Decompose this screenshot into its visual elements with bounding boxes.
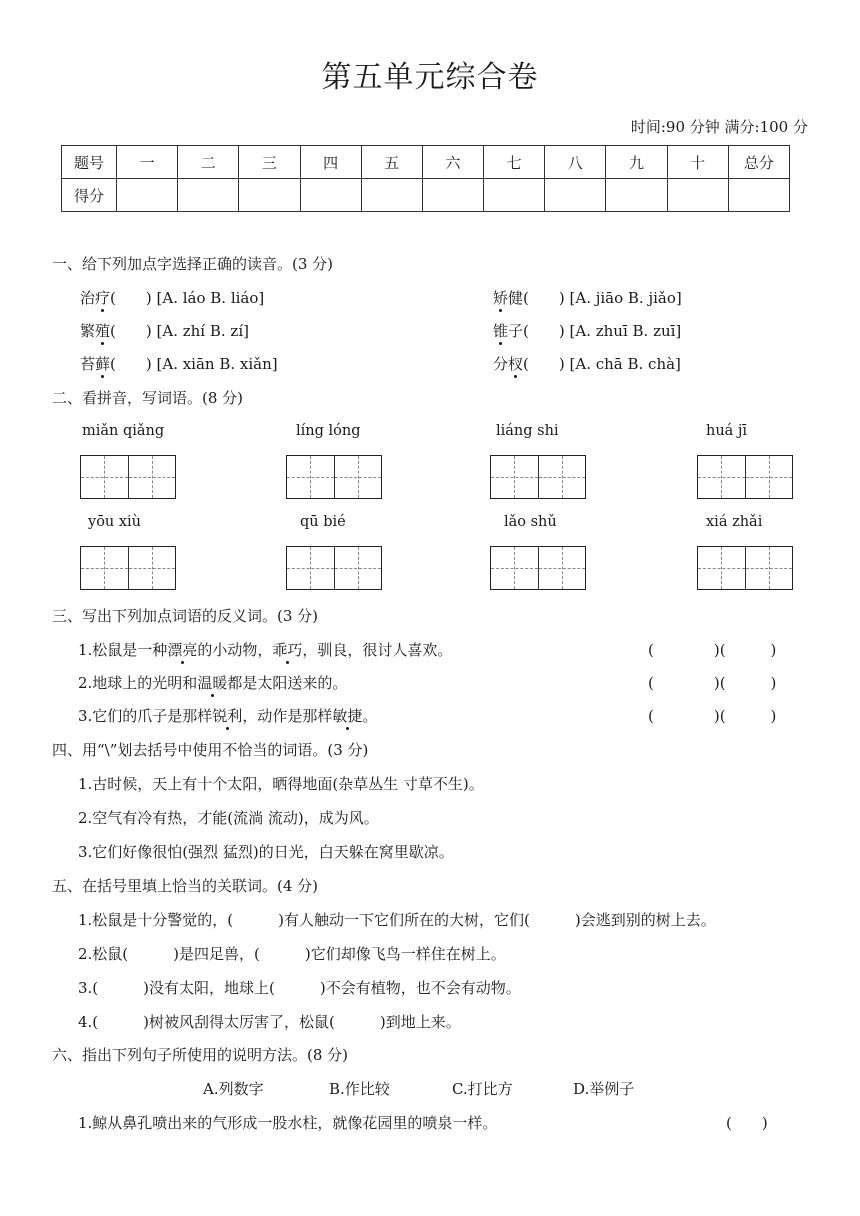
score-cell[interactable] (422, 179, 483, 212)
score-column: 九 (606, 146, 667, 179)
score-table-row-label: 题号 (62, 146, 117, 179)
writing-grid[interactable] (80, 455, 176, 499)
pinyin-label: huá jī (706, 423, 748, 439)
dotted-char: 藓 (95, 355, 111, 373)
score-cell[interactable] (361, 179, 422, 212)
section-1-heading: 一、给下列加点字选择正确的读音。(3 分) (52, 255, 334, 273)
answer-options: ( ) [A. zhuī B. zuī] (523, 322, 682, 340)
score-cell[interactable] (667, 179, 728, 212)
dotted-char: 殖 (95, 322, 111, 340)
score-cell[interactable] (300, 179, 361, 212)
dotted-char: 杈 (508, 355, 524, 373)
pronunciation-item: 分杈( ) [A. chā B. chà] (493, 355, 681, 373)
antonym-sentence-3: 3.它们的爪子是那样锐利，动作是那样敏捷。 (78, 707, 378, 725)
answer-blank[interactable]: ( )( ) (648, 707, 777, 725)
question-line: 2.空气有冷有热，才能(流淌 流动)，成为风。 (78, 809, 379, 827)
score-table-row-label: 得分 (62, 179, 117, 212)
dotted-char: 温暖 (197, 674, 228, 692)
answer-options: ( ) [A. láo B. liáo] (110, 289, 265, 307)
dotted-char: 矫 (493, 289, 509, 307)
pronunciation-item: 苔藓( ) [A. xiān B. xiǎn] (80, 355, 278, 373)
score-table (61, 145, 790, 212)
score-column: 四 (300, 146, 361, 179)
writing-grid[interactable] (286, 455, 382, 499)
dotted-char: 疗 (95, 289, 111, 307)
dotted-char: 漂亮 (167, 641, 198, 659)
pinyin-label: liáng shi (496, 423, 559, 439)
question-line: 4.( )树被风刮得太厉害了，松鼠( )到地上来。 (78, 1013, 461, 1031)
score-column: 十 (667, 146, 728, 179)
pinyin-label: qū bié (300, 514, 346, 530)
writing-grid[interactable] (697, 455, 793, 499)
answer-blank[interactable]: ( ) (726, 1114, 768, 1132)
answer-options: ( ) [A. chā B. chà] (523, 355, 681, 373)
score-cell[interactable] (239, 179, 300, 212)
dotted-char: 乖巧 (272, 641, 303, 659)
pronunciation-item: 繁殖( ) [A. zhí B. zí] (80, 322, 249, 340)
question-line: 3.( )没有太阳，地球上( )不会有植物，也不会有动物。 (78, 979, 521, 997)
answer-blank[interactable]: ( )( ) (648, 674, 777, 692)
answer-blank[interactable]: ( )( ) (648, 641, 777, 659)
question-line: 1.古时候，天上有十个太阳，晒得地面(杂草丛生 寸草不生)。 (78, 775, 484, 793)
dotted-char: 锥 (493, 322, 509, 340)
question-line: 2.松鼠( )是四足兽，( )它们却像飞鸟一样住在树上。 (78, 945, 506, 963)
answer-options: ( ) [A. jiāo B. jiǎo] (523, 289, 682, 307)
score-column: 一 (117, 146, 178, 179)
section-5-heading: 五、在括号里填上恰当的关联词。(4 分) (52, 877, 319, 895)
score-column: 二 (178, 146, 239, 179)
score-column: 八 (545, 146, 606, 179)
score-cell[interactable] (545, 179, 606, 212)
question-line: 1.鲸从鼻孔喷出来的气形成一股水柱，就像花园里的喷泉一样。 (78, 1114, 498, 1132)
score-cell[interactable] (484, 179, 545, 212)
writing-grid[interactable] (286, 546, 382, 590)
section-2-heading: 二、看拼音，写词语。(8 分) (52, 389, 244, 407)
score-column: 七 (484, 146, 545, 179)
section-6-heading: 六、指出下列句子所使用的说明方法。(8 分) (52, 1046, 349, 1064)
writing-grid[interactable] (490, 546, 586, 590)
score-table-score-row (62, 179, 790, 212)
answer-options: ( ) [A. xiān B. xiǎn] (110, 355, 278, 373)
antonym-sentence-1: 1.松鼠是一种漂亮的小动物，乖巧，驯良，很讨人喜欢。 (78, 641, 453, 659)
writing-grid[interactable] (490, 455, 586, 499)
question-line: 3.它们好像很怕(强烈 猛烈)的日光，白天躲在窝里歇凉。 (78, 843, 454, 861)
pronunciation-item: 治疗( ) [A. láo B. liáo] (80, 289, 265, 307)
score-cell[interactable] (728, 179, 789, 212)
writing-grid[interactable] (697, 546, 793, 590)
answer-options: ( ) [A. zhí B. zí] (110, 322, 249, 340)
pronunciation-item: 矫健( ) [A. jiāo B. jiǎo] (493, 289, 682, 307)
choice-option: B.作比较 (329, 1080, 390, 1098)
choice-option: A.列数字 (203, 1080, 264, 1098)
page-title: 第五单元综合卷 (321, 60, 539, 95)
section-4-heading: 四、用“\”划去括号中使用不恰当的词语。(3 分) (52, 741, 369, 759)
pinyin-label: lǎo shǔ (504, 514, 557, 530)
score-column: 三 (239, 146, 300, 179)
choice-option: D.举例子 (573, 1080, 635, 1098)
writing-grid[interactable] (80, 546, 176, 590)
pinyin-label: yōu xiù (88, 514, 142, 530)
question-line: 1.松鼠是十分警觉的，( )有人触动一下它们所在的大树，它们( )会逃到别的树上去。 (78, 911, 716, 929)
section-3-heading: 三、写出下列加点词语的反义词。(3 分) (52, 607, 319, 625)
score-column: 五 (361, 146, 422, 179)
score-column: 总分 (728, 146, 789, 179)
dotted-char: 敏捷 (332, 707, 363, 725)
score-cell[interactable] (606, 179, 667, 212)
choice-option: C.打比方 (452, 1080, 513, 1098)
pinyin-label: miǎn qiǎng (82, 423, 165, 439)
score-column: 六 (422, 146, 483, 179)
score-table-header-row (62, 146, 790, 179)
pronunciation-item: 锥子( ) [A. zhuī B. zuī] (493, 322, 682, 340)
exam-meta: 时间:90 分钟 满分:100 分 (630, 118, 808, 136)
antonym-sentence-2: 2.地球上的光明和温暖都是太阳送来的。 (78, 674, 348, 692)
dotted-char: 锐利 (212, 707, 243, 725)
score-cell[interactable] (178, 179, 239, 212)
pinyin-label: líng lóng (296, 423, 361, 439)
pinyin-label: xiá zhǎi (706, 514, 763, 530)
score-cell[interactable] (117, 179, 178, 212)
